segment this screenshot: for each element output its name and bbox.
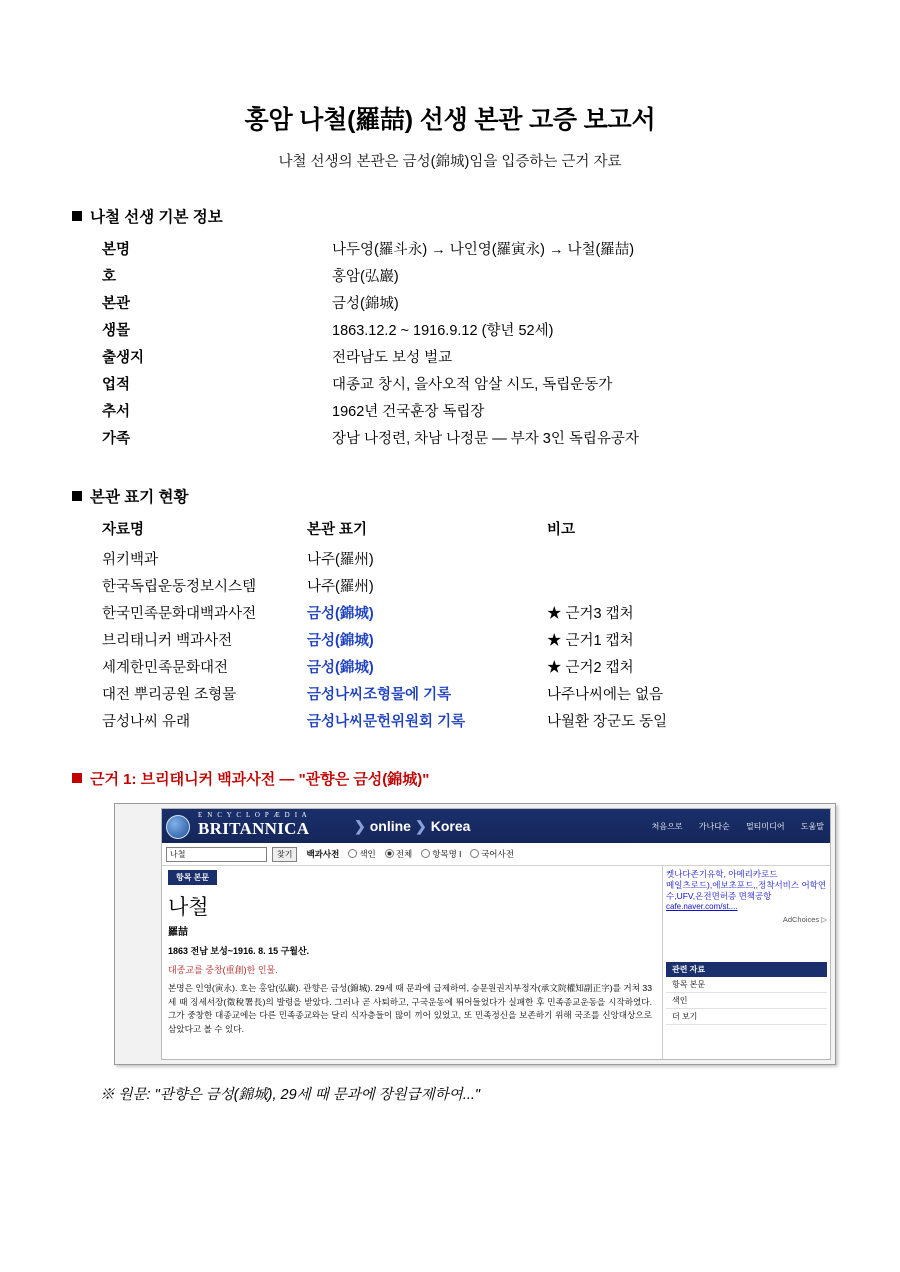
nav-home[interactable]: 처음으로 [651,822,683,831]
britannica-header [162,809,830,843]
cell-note: 나월환 장군도 동일 [547,714,668,730]
cell-source: 한국독립운동정보시스템 [102,579,257,595]
cell-source: 브리태니커 백과사전 [102,633,233,649]
filter-all[interactable] [385,848,412,860]
status-heading-label: 본관 표기 현황 [90,489,189,506]
adchoices-icon: ▷ [821,915,827,924]
column-header-note: 비고 [547,522,576,538]
basic-info-heading-label: 나철 선생 기본 정보 [90,209,223,226]
cell-note [547,572,777,599]
table-header-row [102,515,777,545]
filter-entry-name[interactable] [421,848,461,860]
section-evidence-1 [72,768,828,1104]
square-bullet-icon [72,491,82,501]
search-button[interactable]: 찾기 [272,847,297,862]
filter-korean-dictionary-label: 국어사전 [481,849,514,859]
related-item[interactable]: 색인 [666,993,827,1009]
cell-source: 대전 뿌리공원 조형물 [102,687,237,703]
nav-multimedia[interactable]: 멀티미디어 [745,822,785,831]
screenshot-margin [115,804,161,1064]
entry-life-dates: 1863 전남 보성~1916. 8. 15 구월산. [168,946,310,956]
info-value: 장남 나정련, 차남 나정문 — 부자 3인 독립유공자 [332,431,639,447]
info-key: 본명 [102,242,131,258]
entry-summary: 대종교를 중창(重創)한 인물. [168,965,278,975]
page-subtitle: 나철 선생의 본관은 금성(錦城)임을 입증하는 근거 자료 [278,154,622,170]
filter-korean-dictionary[interactable] [470,848,514,860]
nav-help[interactable]: 도움말 [800,822,824,831]
table-row [102,653,777,680]
cell-mark: 나주(羅州) [307,579,374,595]
cell-source: 금성나씨 유래 [102,714,191,730]
chevron-right-icon: ❯ [354,818,366,834]
adchoices-text: AdChoices [782,915,820,924]
cell-note: 나주나씨에는 없음 [547,687,664,703]
page-body [162,866,830,1060]
related-item[interactable]: 항목 본문 [666,977,827,993]
info-value: 1962년 건국훈장 독립장 [332,404,485,420]
britannica-logo [198,811,309,838]
status-table [102,515,777,734]
globe-icon [166,815,190,839]
filter-encyclopedia[interactable] [306,848,339,860]
related-item[interactable]: 더 보기 [666,1009,827,1025]
korea-text: Korea [430,818,471,834]
status-heading [72,485,828,507]
cell-mark: 나주(羅州) [307,552,374,568]
cell-mark: 금성(錦城) [307,606,374,622]
cell-mark: 금성나씨조형물에 기록 [307,687,452,703]
table-row [102,343,639,370]
page-title: 홍암 나철(羅喆) 선생 본관 고증 보고서 [244,106,656,134]
ad-body[interactable]: 메일츠로드),에보초포드,,정착서비스 어학연수,UFV,온전면허증 면책공항 [666,880,827,901]
section-basic-info [72,205,828,451]
entry-body-text: 본명은 인영(寅永). 호는 홍암(弘巖). 관향은 금성(錦城). 29세 때 문과에 급제하여, 승문원권지부정자(承文院權知副正字)를 거쳐 33세 때 징세서장(徵稅署長)의 발령을 받았다. 그러나 곧 사퇴하고, 구국운동에 뛰어들었다가 실패한 후 민족종교운동을 시작하였다. 그가 중창한 대종교에는 다른 민족종교와는 달리 식자층들이 많이 끼어 있었고, 또 민족정신을 보존하기 위해 국조를 신앙대상으로 삼았다고 볼 수 있다. [168,983,652,1034]
table-row [102,707,777,734]
cell-source: 세계한민족문화대전 [102,660,229,676]
table-row [102,545,777,572]
table-row [102,424,639,451]
info-value: 금성(錦城) [332,296,399,312]
advertisement-column[interactable] [662,866,830,1060]
online-korea-label [350,818,470,835]
table-row [102,289,639,316]
britannica-screenshot [114,803,836,1065]
info-key: 업적 [102,377,131,393]
entry-hanja: 羅喆 [168,927,188,938]
basic-info-heading [72,205,828,227]
table-row [102,599,777,626]
logo-encyclopaedia-text: E N C Y C L O P Æ D I A [198,811,309,819]
filter-all-label: 전체 [395,849,413,859]
ad-headline[interactable]: 켓나다존기유학, 아메리카로드 [666,869,778,879]
search-bar[interactable] [162,843,830,866]
evidence-heading [72,768,828,789]
filter-index-label: 색인 [359,849,376,859]
adchoices-label[interactable] [666,915,827,924]
info-value: 전라남도 보성 벌교 [332,350,453,366]
info-key: 추서 [102,404,131,420]
info-key: 생몰 [102,323,131,339]
evidence-heading-label: 근거 1: 브리태니커 백과사전 — "관향은 금성(錦城)" [90,771,430,788]
info-value: 나두영(羅斗永) → 나인영(羅寅永) → 나철(羅喆) [332,242,635,258]
radio-icon [385,849,394,858]
info-value: 대종교 창시, 을사오적 암살 시도, 독립운동가 [332,377,613,393]
related-materials-header: 관련 자료 [666,962,827,977]
table-row [102,680,777,707]
ad-link[interactable]: cafe.naver.com/st.... [666,902,738,911]
table-row [102,626,777,653]
section-status [72,485,828,734]
table-row [102,572,777,599]
entry-title: 나철 [168,895,209,919]
table-row [102,316,639,343]
top-navigation[interactable] [638,821,824,832]
cell-note [547,545,777,572]
cell-note: ★ 근거2 캡처 [547,660,634,676]
info-key: 가족 [102,431,131,447]
search-input[interactable]: 나철 [166,847,267,862]
info-value: 1863.12.2 ~ 1916.9.12 (향년 52세) [332,323,554,339]
cell-mark: 금성(錦城) [307,660,374,676]
radio-icon [421,849,430,858]
info-value: 홍암(弘巖) [332,269,399,285]
filter-index[interactable] [348,848,375,860]
table-row [102,370,639,397]
square-bullet-icon [72,773,82,783]
cell-note: ★ 근거1 캡처 [547,633,634,649]
column-header-mark: 본관 표기 [307,522,368,538]
cell-source: 위키백과 [102,552,159,568]
cell-mark: 금성(錦城) [307,633,374,649]
filter-entry-name-label: 항목명 l [432,849,462,859]
filter-encyclopedia-label: 백과사전 [306,849,340,859]
radio-icon [348,849,357,858]
cell-source: 한국민족문화대백과사전 [102,606,257,622]
table-row [102,262,639,289]
radio-icon [470,849,479,858]
article-column [162,866,658,1060]
table-row [102,397,639,424]
table-row [102,235,639,262]
basic-info-table [102,235,639,451]
cell-note: ★ 근거3 캡처 [547,606,634,622]
browser-content [161,808,831,1060]
entry-body-tag: 항목 본문 [168,870,217,885]
evidence-caption: ※ 원문: "관향은 금성(錦城), 29세 때 문과에 장원급제하여..." [100,1087,481,1103]
square-bullet-icon [72,211,82,221]
info-key: 호 [102,269,117,285]
column-header-source: 자료명 [102,522,145,538]
info-key: 본관 [102,296,131,312]
nav-alphabetical[interactable]: 가나다순 [698,822,730,831]
online-text: online [369,818,411,834]
cell-mark: 금성나씨문헌위원회 기록 [307,714,466,730]
logo-britannica-text: BRITANNICA [198,819,310,838]
chevron-right-icon: ❯ [414,818,427,834]
info-key: 출생지 [102,350,145,366]
